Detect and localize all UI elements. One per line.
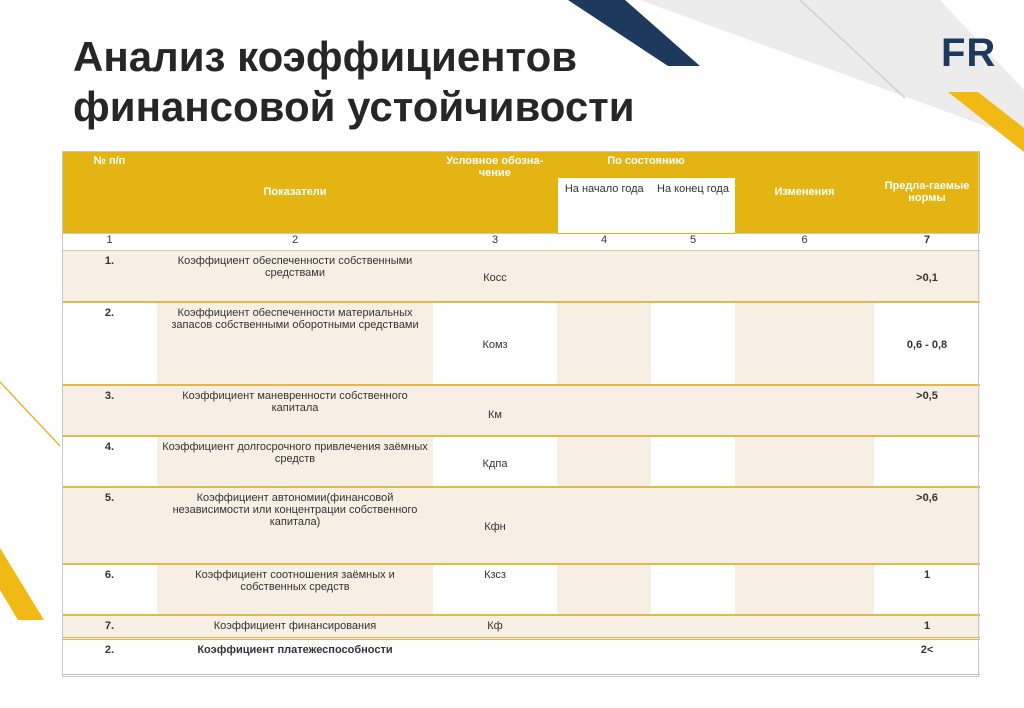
table-row [62, 436, 980, 487]
row-change [735, 302, 874, 385]
table-row [62, 251, 980, 302]
row-symbol: Кзсз [433, 564, 557, 615]
row-end-value [651, 436, 735, 487]
row-start-value [557, 639, 651, 675]
row-number: 5. [62, 487, 157, 564]
col-number: 6 [735, 234, 874, 251]
row-norm: 0,6 - 0,8 [874, 302, 980, 385]
ratio-table [62, 151, 980, 675]
col-number: 3 [433, 234, 557, 251]
row-indicator: Коэффициент платежеспособности [157, 639, 433, 675]
row-norm [874, 436, 980, 487]
row-indicator: Коэффициент обеспеченности собственными средствами [157, 251, 433, 302]
row-end-value [651, 639, 735, 675]
header-row-1 [62, 151, 980, 178]
row-start-value [557, 385, 651, 436]
row-change [735, 436, 874, 487]
row-end-value [651, 487, 735, 564]
row-start-value [557, 436, 651, 487]
header-change: Изменения [735, 151, 874, 234]
fr-logo: FR [941, 31, 997, 75]
row-end-value [651, 251, 735, 302]
row-end-value [651, 564, 735, 615]
col-number: 2 [157, 234, 433, 251]
row-end-value [651, 302, 735, 385]
row-symbol: Комз [433, 302, 557, 385]
header-start: На начало года [557, 178, 651, 233]
table-row [62, 385, 980, 436]
row-start-value [557, 251, 651, 302]
row-change [735, 251, 874, 302]
row-norm: >0,6 [874, 487, 980, 564]
row-norm: 1 [874, 615, 980, 639]
table-row [62, 487, 980, 564]
column-number-row [62, 234, 980, 251]
row-symbol: Кф [433, 615, 557, 639]
header-num: № п/п [62, 151, 157, 234]
title-line-2: финансовой устойчивости [73, 83, 635, 130]
row-change [735, 639, 874, 675]
row-change [735, 615, 874, 639]
row-number: 3. [62, 385, 157, 436]
col-number: 7 [874, 234, 980, 251]
row-number: 7. [62, 615, 157, 639]
table-row [62, 564, 980, 615]
row-number: 2. [62, 302, 157, 385]
header-state: По состоянию [557, 151, 735, 178]
col-number: 5 [651, 234, 735, 251]
header-symbol: Условное обозна-чение [433, 151, 557, 234]
row-symbol: Косс [433, 251, 557, 302]
col-number: 4 [557, 234, 651, 251]
row-end-value [651, 385, 735, 436]
row-change [735, 385, 874, 436]
row-indicator: Коэффициент долгосрочного привлечения заёмных средств [157, 436, 433, 487]
row-indicator: Коэффициент финансирования [157, 615, 433, 639]
row-symbol: Кдпа [433, 436, 557, 487]
row-norm: 2< [874, 639, 980, 675]
row-end-value [651, 615, 735, 639]
row-number: 2. [62, 639, 157, 675]
row-norm: >0,5 [874, 385, 980, 436]
gold-line-left [0, 382, 60, 446]
row-number: 1. [62, 251, 157, 302]
header-norms: Предла-гаемые нормы [874, 151, 980, 234]
row-indicator: Коэффициент обеспеченности материальных запасов собственными оборотными средствами [157, 302, 433, 385]
row-change [735, 487, 874, 564]
row-symbol [433, 639, 557, 675]
row-change [735, 564, 874, 615]
row-start-value [557, 615, 651, 639]
row-start-value [557, 302, 651, 385]
row-start-value [557, 564, 651, 615]
row-norm: 1 [874, 564, 980, 615]
row-indicator: Коэффициент автономии(финансовой независимости или концентрации собственного капитала) [157, 487, 433, 564]
row-norm: >0,1 [874, 251, 980, 302]
table-row [62, 615, 980, 639]
row-start-value [557, 487, 651, 564]
row-indicator: Коэффициент маневренности собственного капитала [157, 385, 433, 436]
solvency-row [62, 639, 980, 675]
title-line-1: Анализ коэффициентов [73, 33, 578, 80]
col-number: 1 [62, 234, 157, 251]
row-indicator: Коэффициент соотношения заёмных и собственных средств [157, 564, 433, 615]
row-number: 4. [62, 436, 157, 487]
page-title [73, 32, 635, 132]
header-end: На конец года [651, 178, 735, 233]
row-number: 6. [62, 564, 157, 615]
row-symbol: Км [433, 385, 557, 436]
gold-stripe-left [0, 548, 44, 620]
row-symbol: Кфн [433, 487, 557, 564]
header-indicator: Показатели [157, 151, 433, 234]
table-row [62, 302, 980, 385]
